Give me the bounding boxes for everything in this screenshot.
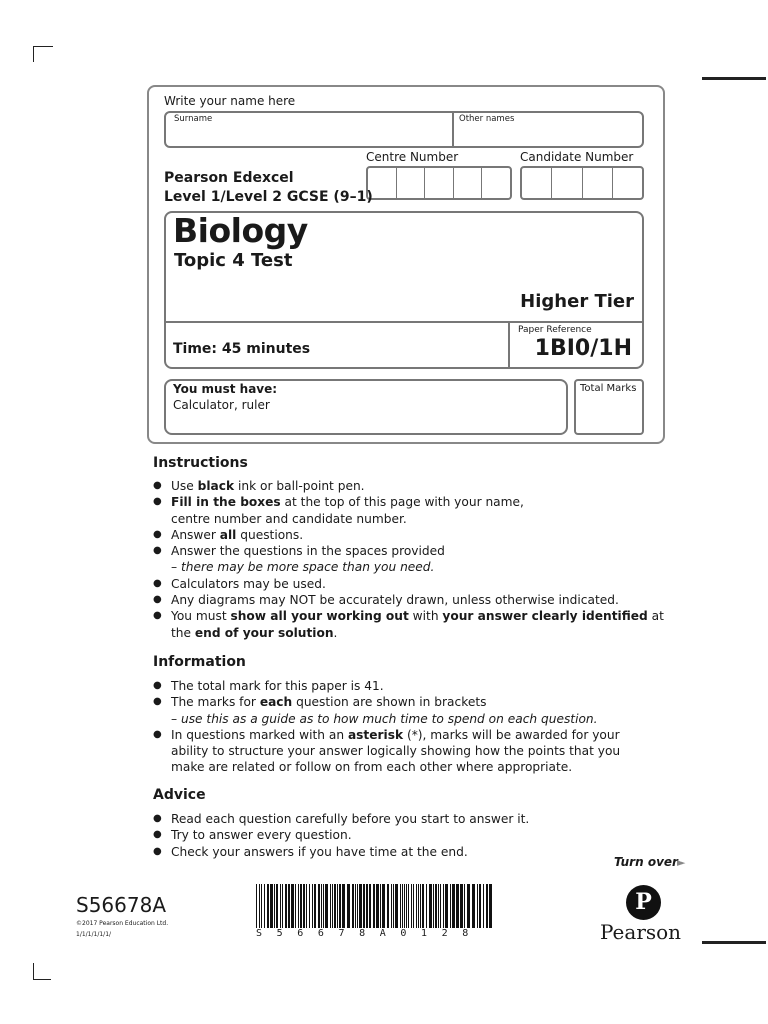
centre-number-label: Centre Number [366, 150, 459, 164]
exam-board [164, 169, 373, 207]
turn-over-arrow-icon: ► [677, 856, 686, 869]
tier-label: Higher Tier [520, 291, 634, 312]
print-code: 1/1/1/1/1/1/ [76, 931, 112, 938]
name-field[interactable] [164, 111, 644, 148]
crop-mark [33, 963, 34, 979]
candidate-number-field[interactable] [520, 166, 644, 200]
list-item: ● You must show all your working out with your answer clearly identified at the end of your solution. [153, 608, 664, 641]
barcode-icon [256, 884, 494, 928]
advice-heading: Advice [153, 787, 206, 803]
must-have-items: Calculator, ruler [173, 398, 270, 412]
information-heading: Information [153, 654, 246, 670]
title-divider [164, 321, 642, 323]
list-item: ● The marks for each question are shown in brackets – use this as a guide as to how much time to spend on each question. [153, 694, 620, 727]
instructions-heading: Instructions [153, 455, 248, 471]
pearson-wordmark: Pearson [600, 920, 682, 944]
other-names-label: Other names [459, 114, 515, 124]
copyright-block [76, 918, 168, 940]
subject-title: Biology [173, 211, 308, 250]
must-have-title: You must have: [173, 382, 278, 396]
paper-reference: 1BI0/1H [534, 336, 632, 361]
barcode-text: S56678A0128 [256, 928, 483, 939]
list-item: ● Answer all questions. [153, 527, 664, 543]
list-item: ● Read each question carefully before you start to answer it. [153, 811, 529, 827]
pearson-logo-letter: P [635, 889, 652, 915]
centre-number-field[interactable] [366, 166, 512, 200]
margin-rule [702, 941, 766, 944]
crop-mark [33, 46, 53, 47]
advice-list [153, 811, 529, 860]
turn-over-label: Turn over [614, 855, 678, 869]
time-allowed: Time: 45 minutes [173, 341, 311, 357]
list-item: ● Answer the questions in the spaces provided – there may be more space than you need. [153, 543, 664, 576]
list-item: ● Check your answers if you have time at the end. [153, 844, 529, 860]
total-marks-label: Total Marks [580, 383, 637, 394]
list-item: ● Any diagrams may NOT be accurately drawn, unless otherwise indicated. [153, 592, 664, 608]
instructions-list [153, 478, 664, 641]
name-divider [452, 111, 454, 146]
margin-rule [702, 77, 766, 80]
board-name: Pearson Edexcel [164, 170, 294, 186]
write-name-label: Write your name here [164, 94, 296, 108]
list-item: ● Use black ink or ball-point pen. [153, 478, 664, 494]
information-list [153, 678, 620, 776]
list-item: ● Try to answer every question. [153, 827, 529, 843]
candidate-number-label: Candidate Number [520, 150, 634, 164]
crop-mark [33, 46, 34, 62]
paper-reference-label: Paper Reference [518, 325, 592, 335]
surname-label: Surname [174, 114, 213, 124]
list-item: ● Calculators may be used. [153, 576, 664, 592]
list-item: ● Fill in the boxes at the top of this page with your name, centre number and candidate number. [153, 494, 664, 527]
topic-title: Topic 4 Test [174, 250, 293, 271]
qualification: Level 1/Level 2 GCSE (9–1) [164, 189, 373, 205]
list-item: ● In questions marked with an asterisk (*), marks will be awarded for your ability to structure your answer logically showing how the points that you make are related or follow on from each other where appropriate. [153, 727, 620, 776]
crop-mark [33, 979, 51, 980]
list-item: ● The total mark for this paper is 41. [153, 678, 620, 694]
copyright: ©2017 Pearson Education Ltd. [76, 920, 169, 927]
paper-code: S56678A [76, 893, 166, 917]
